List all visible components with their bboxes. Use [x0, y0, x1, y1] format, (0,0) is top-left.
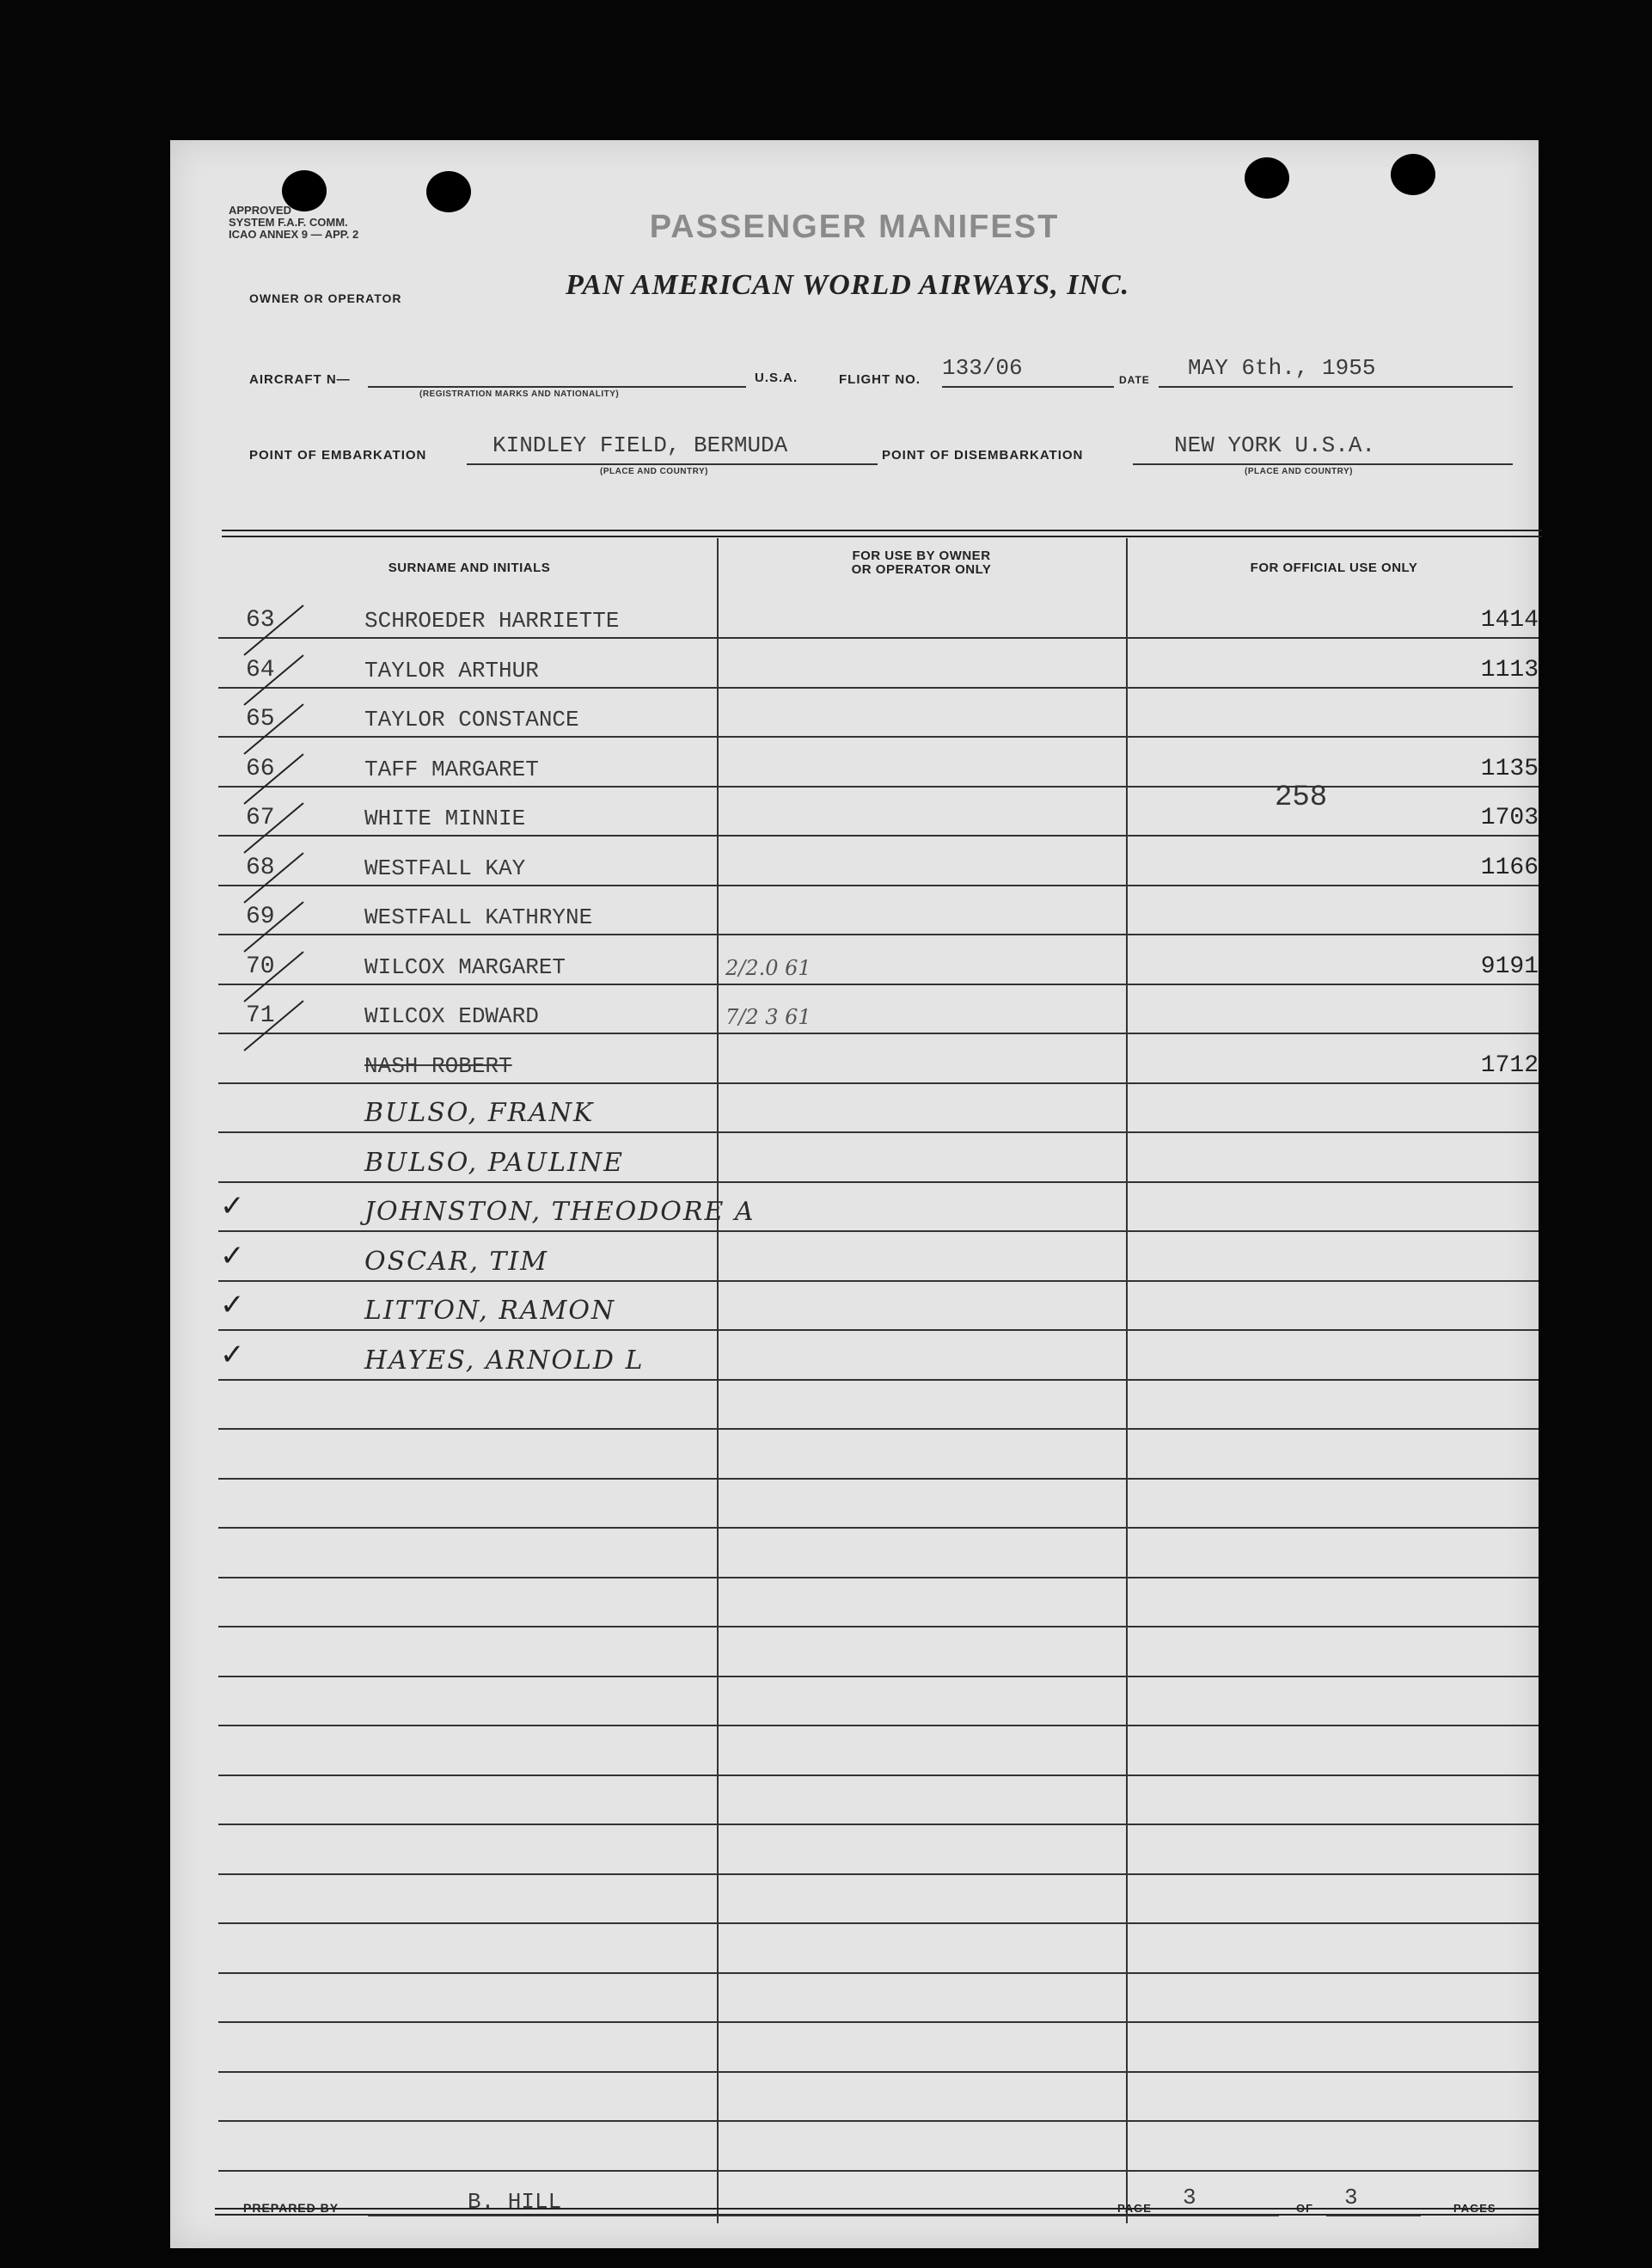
- check-mark-icon: ✓: [220, 1238, 245, 1273]
- table-row: [218, 1529, 1539, 1578]
- registration-note: (REGISTRATION MARKS AND NATIONALITY): [419, 389, 620, 399]
- passenger-number: 64: [246, 656, 275, 683]
- handwritten-passenger-name: HAYES, ARNOLD L: [364, 1345, 645, 1376]
- table-row: [218, 640, 1539, 689]
- table-row: [218, 1628, 1539, 1677]
- aircraft-label: AIRCRAFT N—: [249, 372, 351, 387]
- embarkation-value: KINDLEY FIELD, BERMUDA: [493, 432, 788, 458]
- page-label: PAGE: [1117, 2202, 1152, 2215]
- owner-label: OWNER OR OPERATOR: [249, 291, 402, 305]
- passenger-name: SCHROEDER HARRIETTE: [364, 608, 620, 634]
- table-row: [218, 1974, 1539, 2023]
- flight-label: FLIGHT NO.: [839, 372, 921, 387]
- passenger-number: 66: [246, 755, 275, 782]
- official-use-value: 1166: [1480, 854, 1539, 881]
- disembarkation-value: NEW YORK U.S.A.: [1174, 432, 1376, 458]
- table-row: [218, 985, 1539, 1034]
- table-row: [218, 1233, 1539, 1282]
- flight-number: 133/06: [942, 355, 1023, 381]
- passenger-name: WESTFALL KAY: [364, 855, 526, 881]
- table-row: [218, 1381, 1539, 1430]
- table-row: [218, 1431, 1539, 1480]
- check-mark-icon: ✓: [220, 1337, 245, 1372]
- manifest-sheet: [170, 140, 1539, 2248]
- table-row: [218, 2123, 1539, 2172]
- table-row: [218, 1677, 1539, 1726]
- passenger-name: WILCOX EDWARD: [364, 1003, 539, 1029]
- passenger-number: 67: [246, 805, 275, 831]
- passenger-name: TAFF MARGARET: [364, 756, 539, 782]
- table-row: [218, 936, 1539, 985]
- passenger-name: WESTFALL KATHRYNE: [364, 904, 593, 930]
- punch-hole: [1391, 154, 1435, 195]
- official-annotation: 258: [1275, 782, 1328, 814]
- passenger-name: NASH ROBERT: [364, 1052, 512, 1079]
- passenger-name: WHITE MINNIE: [364, 806, 526, 831]
- table-row: [218, 1480, 1539, 1529]
- of-label: OF: [1296, 2202, 1314, 2215]
- table-row: [218, 1776, 1539, 1825]
- page-number: 3: [1183, 2185, 1196, 2210]
- airline-name: PAN AMERICAN WORLD AIRWAYS, INC.: [566, 269, 1130, 301]
- official-use-value: 1712: [1480, 1051, 1539, 1079]
- place-note: (PLACE AND COUNTRY): [600, 467, 708, 476]
- passenger-name: TAYLOR ARTHUR: [364, 657, 539, 683]
- table-row: [218, 1134, 1539, 1183]
- passenger-number: 68: [246, 854, 275, 881]
- official-use-value: 1703: [1480, 805, 1539, 831]
- page-total: 3: [1344, 2185, 1358, 2210]
- owner-use-column-header: FOR USE BY OWNER OR OPERATOR ONLY: [851, 549, 992, 577]
- check-mark-icon: ✓: [220, 1288, 245, 1322]
- table-row: [218, 1578, 1539, 1627]
- passenger-name: TAYLOR CONSTANCE: [364, 707, 579, 733]
- passenger-name: WILCOX MARGARET: [364, 953, 566, 980]
- table-row: [218, 689, 1539, 738]
- owner-use-value: 2/2.0 61: [725, 955, 811, 980]
- form-title: PASSENGER MANIFEST: [649, 209, 1060, 245]
- approval-line: ICAO ANNEX 9 — APP. 2: [229, 228, 359, 241]
- table-row: [218, 590, 1539, 639]
- flight-date: MAY 6th., 1955: [1188, 355, 1376, 381]
- approval-line: APPROVED: [229, 204, 291, 217]
- official-use-value: 1113: [1480, 656, 1539, 683]
- prepared-by-value: B. HILL: [468, 2189, 562, 2215]
- embarkation-label: POINT OF EMBARKATION: [249, 448, 427, 463]
- official-use-value: 9191: [1480, 953, 1539, 980]
- punch-hole: [426, 171, 471, 212]
- disembarkation-label: POINT OF DISEMBARKATION: [882, 448, 1084, 463]
- official-use-value: 1135: [1480, 755, 1539, 782]
- table-row: [218, 1925, 1539, 1974]
- handwritten-passenger-name: LITTON, RAMON: [364, 1296, 616, 1326]
- table-row: [218, 1727, 1539, 1776]
- surname-column-header: SURNAME AND INITIALS: [388, 561, 551, 575]
- official-use-value: 1414: [1480, 607, 1539, 634]
- passenger-number: 63: [246, 607, 275, 634]
- table-row: [218, 2073, 1539, 2122]
- table-row: [218, 788, 1539, 837]
- handwritten-passenger-name: OSCAR, TIM: [364, 1246, 549, 1277]
- handwritten-passenger-name: BULSO, PAULINE: [364, 1147, 625, 1178]
- prepared-by-label: PREPARED BY: [243, 2201, 340, 2215]
- passenger-number: 69: [246, 904, 275, 930]
- date-label: DATE: [1119, 374, 1150, 386]
- table-row: [218, 2024, 1539, 2073]
- table-row: [218, 1875, 1539, 1924]
- passenger-number: 71: [246, 1002, 275, 1029]
- table-row: [218, 1282, 1539, 1331]
- usa-label: U.S.A.: [755, 371, 798, 385]
- passenger-number: 70: [246, 953, 275, 980]
- handwritten-passenger-name: JOHNSTON, THEODORE A: [364, 1197, 756, 1227]
- punch-hole: [1245, 157, 1289, 199]
- table-row: [218, 1084, 1539, 1133]
- table-row: [218, 1035, 1539, 1084]
- place-note: (PLACE AND COUNTRY): [1245, 467, 1353, 476]
- table-row: [218, 1183, 1539, 1232]
- check-mark-icon: ✓: [220, 1189, 245, 1223]
- table-row: [218, 1826, 1539, 1875]
- table-row: [218, 1332, 1539, 1381]
- handwritten-passenger-name: BULSO, FRANK: [364, 1098, 595, 1128]
- approval-line: SYSTEM F.A.F. COMM.: [229, 216, 348, 229]
- pages-label: PAGES: [1453, 2202, 1496, 2215]
- row-rule: [218, 2170, 1539, 2172]
- table-row: [218, 739, 1539, 788]
- table-row: [218, 886, 1539, 935]
- table-row: [218, 837, 1539, 886]
- passenger-number: 65: [246, 706, 275, 733]
- owner-use-value: 7/2 3 61: [725, 1005, 811, 1029]
- official-use-column-header: FOR OFFICIAL USE ONLY: [1250, 561, 1418, 575]
